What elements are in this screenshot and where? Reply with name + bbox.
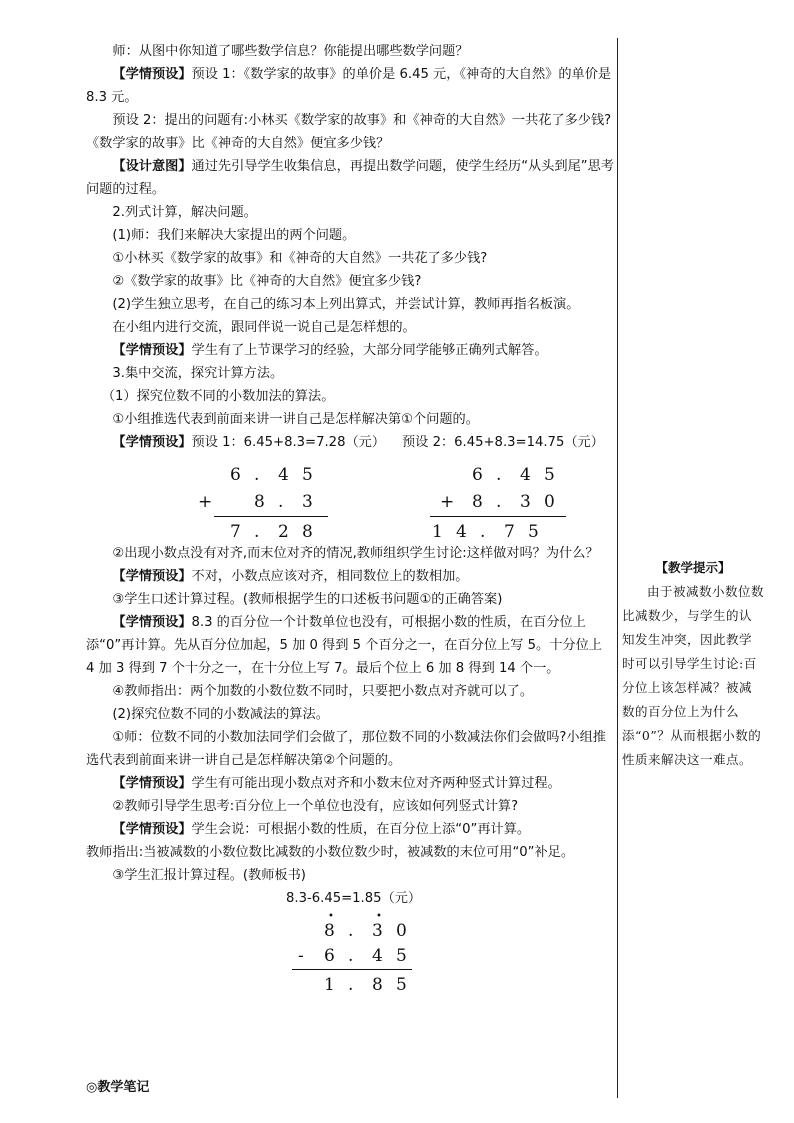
sidebar-title: 【教学提示】 bbox=[655, 560, 731, 575]
preset-paragraph bbox=[86, 565, 614, 588]
tag-label: 【设计意图】 bbox=[112, 159, 192, 174]
digit: 4 bbox=[372, 946, 383, 966]
digit: 8 bbox=[302, 522, 313, 542]
paragraph: ②教师引导学生思考:百分位上一个单位也没有，应该如何列竖式计算? bbox=[112, 799, 519, 814]
digit: 8 bbox=[372, 975, 383, 995]
tag-label: 【学情预设】 bbox=[112, 67, 192, 82]
preset-text: 预设 1：《数学家的故事》的单价是 6.45 元，《神奇的大自然》的单价是 8.3 元。 bbox=[86, 67, 612, 105]
question-1: ①小林买《数学家的故事》和《神奇的大自然》一共花了多少钱? bbox=[112, 251, 488, 266]
paragraph: ①师：位数不同的小数加法同学们会做了，那位数不同的小数减法你们会做吗?小组推选代表到前面来讲一讲自己是怎样解决第②个问题的。 bbox=[86, 730, 606, 768]
sum-line bbox=[430, 516, 566, 517]
digit: . bbox=[348, 946, 354, 966]
digit: 1 bbox=[324, 975, 335, 995]
section-heading: 3.集中交流，探究计算方法。 bbox=[112, 366, 284, 381]
tag-label: 【学情预设】 bbox=[112, 343, 192, 358]
preset-text: 学生会说：可根据小数的性质，在百分位上添“0”再计算。 bbox=[191, 822, 531, 837]
preset-text: 不对，小数点应该对齐，相同数位上的数相加。 bbox=[191, 569, 469, 584]
digit: 8 bbox=[324, 921, 335, 941]
digit: . bbox=[496, 492, 502, 512]
paragraph: ③学生汇报计算过程。(教师板书) bbox=[112, 868, 306, 883]
main-column bbox=[86, 40, 614, 1000]
preset-paragraph bbox=[86, 339, 614, 362]
paragraph: ④教师指出：两个加数的小数位数不同时，只要把小数点对齐就可以了。 bbox=[112, 684, 534, 699]
tag-label: 【学情预设】 bbox=[112, 569, 192, 584]
paragraph: ②出现小数点没有对齐,而末位对齐的情况,教师组织学生讨论:这样做对吗？为什么？ bbox=[112, 546, 599, 561]
section-heading: 2.列式计算，解决问题。 bbox=[112, 205, 257, 220]
preset-1-equation: 预设 1：6.45+8.3=7.28（元） bbox=[191, 435, 386, 450]
digit: 7 bbox=[504, 522, 515, 542]
digit: 3 bbox=[302, 492, 313, 512]
digit: 8 bbox=[472, 492, 483, 512]
digit: 5 bbox=[544, 465, 555, 485]
digit: . bbox=[278, 492, 284, 512]
vertical-calculation-subtraction bbox=[86, 912, 614, 996]
preset-text: 学生有了上节课学习的经验，大部分同学能够正确列式解答。 bbox=[191, 343, 548, 358]
digit: . bbox=[496, 465, 502, 485]
vertical-calc-preset-1 bbox=[198, 464, 328, 544]
sidebar-body: 由于被减数小数位数比减数少，与学生的认知发生冲突，因此教学时可以引导学生讨论:百分位上该怎样减？被减数的百分位上为什么添“0”？从而根据小数的性质来解决这一难点。 bbox=[622, 584, 765, 767]
preset-paragraph bbox=[86, 611, 614, 680]
tag-label: 【学情预设】 bbox=[112, 615, 192, 630]
vertical-calc-subtraction bbox=[292, 911, 422, 1000]
design-intent-text: 通过先引导学生收集信息，再提出数学问题，使学生经历“从头到尾”思考问题的过程。 bbox=[86, 159, 614, 197]
preset-text: 学生有可能出现小数点对齐和小数末位对齐两种竖式计算过程。 bbox=[191, 776, 561, 791]
design-intent-paragraph bbox=[86, 155, 614, 201]
vertical-calculations-addition bbox=[86, 456, 614, 542]
digit: 8 bbox=[254, 492, 265, 512]
digit: 3 bbox=[372, 921, 383, 941]
digit: 5 bbox=[396, 946, 407, 966]
preset-text: 8.3 的百分位一个计数单位也没有，可根据小数的性质，在百分位上添“0”再计算。先从百分位加起，5 加 0 得到 5 个百分之一，在百分位上写 5。十分位上 4 加 3 得到 7 个十分之一，在十分位上写 7。最后个位上 6 加 8 得到 14 个一。 bbox=[86, 615, 602, 676]
preset-paragraph bbox=[86, 63, 614, 109]
tag-label: 【学情预设】 bbox=[112, 435, 192, 450]
digit: . bbox=[348, 975, 354, 995]
digit: . bbox=[348, 921, 354, 941]
operator-plus: + bbox=[198, 492, 213, 512]
preset-paragraph bbox=[86, 772, 614, 795]
digit: 3 bbox=[520, 492, 531, 512]
digit: 4 bbox=[520, 465, 531, 485]
operator-minus: - bbox=[298, 946, 304, 966]
digit: 6 bbox=[472, 465, 483, 485]
vertical-calc-preset-2 bbox=[432, 464, 576, 544]
subsection-heading: (2)探究位数不同的小数减法的算法。 bbox=[112, 707, 329, 722]
digit: 4 bbox=[456, 522, 467, 542]
preset-2-paragraph: 预设 2：提出的问题有:小林买《数学家的故事》和《神奇的大自然》一共花了多少钱?《数学家的故事》比《神奇的大自然》便宜多少钱？ bbox=[86, 113, 612, 151]
question-2: ②《数学家的故事》比《神奇的大自然》便宜多少钱? bbox=[112, 274, 422, 289]
digit: 5 bbox=[302, 465, 313, 485]
digit: 4 bbox=[278, 465, 289, 485]
paragraph: (2)学生独立思考，在自己的练习本上列出算式，并尝试计算，教师再指名板演。 bbox=[112, 297, 580, 312]
digit: 1 bbox=[432, 522, 443, 542]
subtraction-equation: 8.3-6.45=1.85（元） bbox=[286, 891, 422, 906]
borrow-dot: • bbox=[376, 911, 382, 922]
borrow-dot: • bbox=[328, 911, 334, 922]
paragraph: ①小组推选代表到前面来讲一讲自己是怎样解决第①个问题的。 bbox=[112, 412, 479, 427]
tag-label: 【学情预设】 bbox=[112, 776, 192, 791]
teaching-notes-label: ◎教学笔记 bbox=[86, 1080, 150, 1095]
teacher-question: 师：从图中你知道了哪些数学信息？你能提出哪些数学问题？ bbox=[112, 44, 469, 59]
tag-label: 【学情预设】 bbox=[112, 822, 192, 837]
operator-plus: + bbox=[440, 492, 455, 512]
digit: . bbox=[254, 522, 260, 542]
subsection-heading: （1）探究位数不同的小数加法的算法。 bbox=[101, 389, 335, 404]
digit: 5 bbox=[528, 522, 539, 542]
preset-paragraph bbox=[86, 818, 614, 841]
digit: . bbox=[480, 522, 486, 542]
digit: . bbox=[254, 465, 260, 485]
preset-2-equation: 预设 2：6.45+8.3=14.75（元） bbox=[402, 435, 604, 450]
paragraph: ③学生口述计算过程。(教师根据学生的口述板书问题①的正确答案) bbox=[112, 592, 503, 607]
digit: 0 bbox=[544, 492, 555, 512]
digit: 6 bbox=[230, 465, 241, 485]
paragraph: 教师指出:当被减数的小数位数比减数的小数位数少时，被减数的末位可用“0”补足。 bbox=[86, 845, 575, 860]
difference-line bbox=[292, 969, 412, 970]
teaching-tip-sidebar bbox=[622, 556, 764, 772]
digit: 7 bbox=[230, 522, 241, 542]
digit: 5 bbox=[396, 975, 407, 995]
digit: 2 bbox=[278, 522, 289, 542]
column-divider bbox=[617, 38, 618, 1098]
digit: 6 bbox=[324, 946, 335, 966]
preset-equations bbox=[86, 431, 614, 454]
paragraph: 在小组内进行交流，跟同伴说一说自己是怎样想的。 bbox=[112, 320, 416, 335]
paragraph: (1)师：我们来解决大家提出的两个问题。 bbox=[112, 228, 356, 243]
sum-line bbox=[214, 516, 328, 517]
digit: 0 bbox=[396, 921, 407, 941]
